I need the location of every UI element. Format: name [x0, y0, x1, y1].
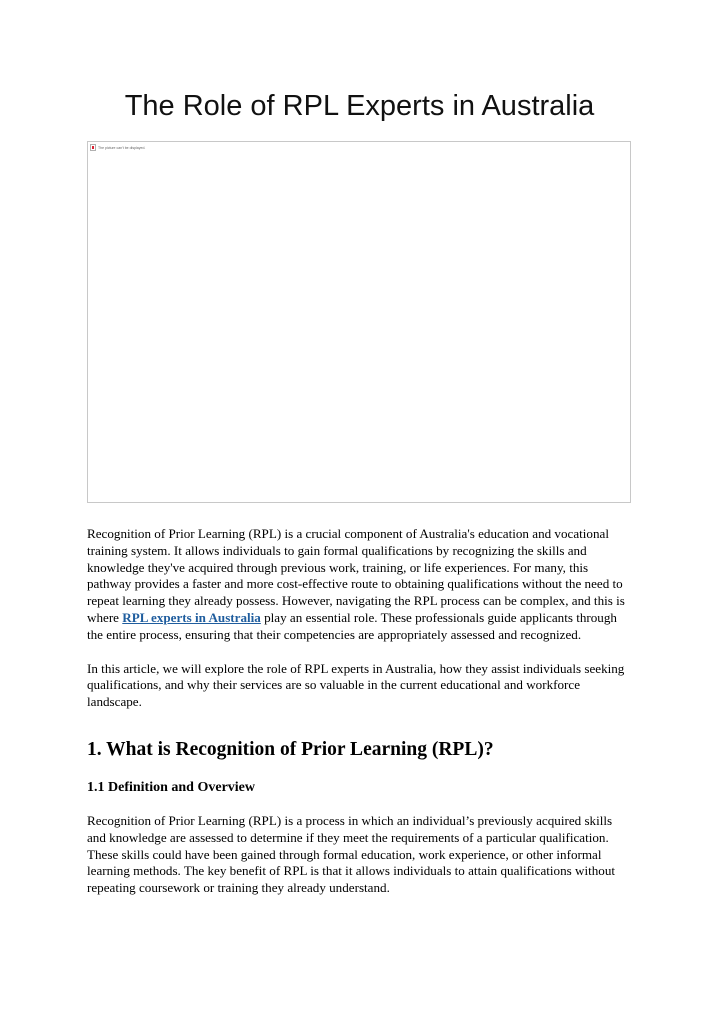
- intro-paragraph: [87, 526, 633, 644]
- intro-text-part2: play an essential role. These professionals guide applicants through the entire process, ensuring that their competencies are appropriately assessed and recognized.: [87, 609, 617, 642]
- rpl-experts-link[interactable]: RPL experts in Australia: [122, 609, 261, 625]
- broken-image-icon: [90, 144, 96, 151]
- image-placeholder: [87, 141, 631, 503]
- intro-text-part1: Recognition of Prior Learning (RPL) is a crucial component of Australia's education and vocational training system. It allows individuals to gain formal qualifications by recognizing the skills and knowledge they've acquired through previous work, training, or life experiences. For many, this pathway provides a faster and more cost-effective route to obtaining qualifications without the need to repeat learning they already possess. However, navigating the RPL process can be complex, and this is where: [87, 526, 625, 625]
- page-title: The Role of RPL Experts in Australia: [124, 90, 595, 122]
- section-heading: 1. What is Recognition of Prior Learning (RPL)?: [87, 738, 494, 760]
- article-body: [87, 526, 633, 897]
- image-alt-text: The picture can't be displayed.: [98, 145, 146, 150]
- definition-paragraph: Recognition of Prior Learning (RPL) is a process in which an individual’s previously acquired skills and knowledge are assessed to determine if they meet the requirements of a particular qualification. These skills could have been gained through formal education, work experience, or other informal learning methods. The key benefit of RPL is that it allows individuals to attain qualifications without repeating coursework or training they already understand.: [87, 812, 616, 896]
- broken-image-notice: [90, 144, 145, 151]
- article-overview-paragraph: In this article, we will explore the role of RPL experts in Australia, how they assist individuals seeking qualifications, and why their services are so valuable in the current educational and workforce landscape.: [87, 660, 625, 710]
- subsection-heading: 1.1 Definition and Overview: [87, 779, 255, 795]
